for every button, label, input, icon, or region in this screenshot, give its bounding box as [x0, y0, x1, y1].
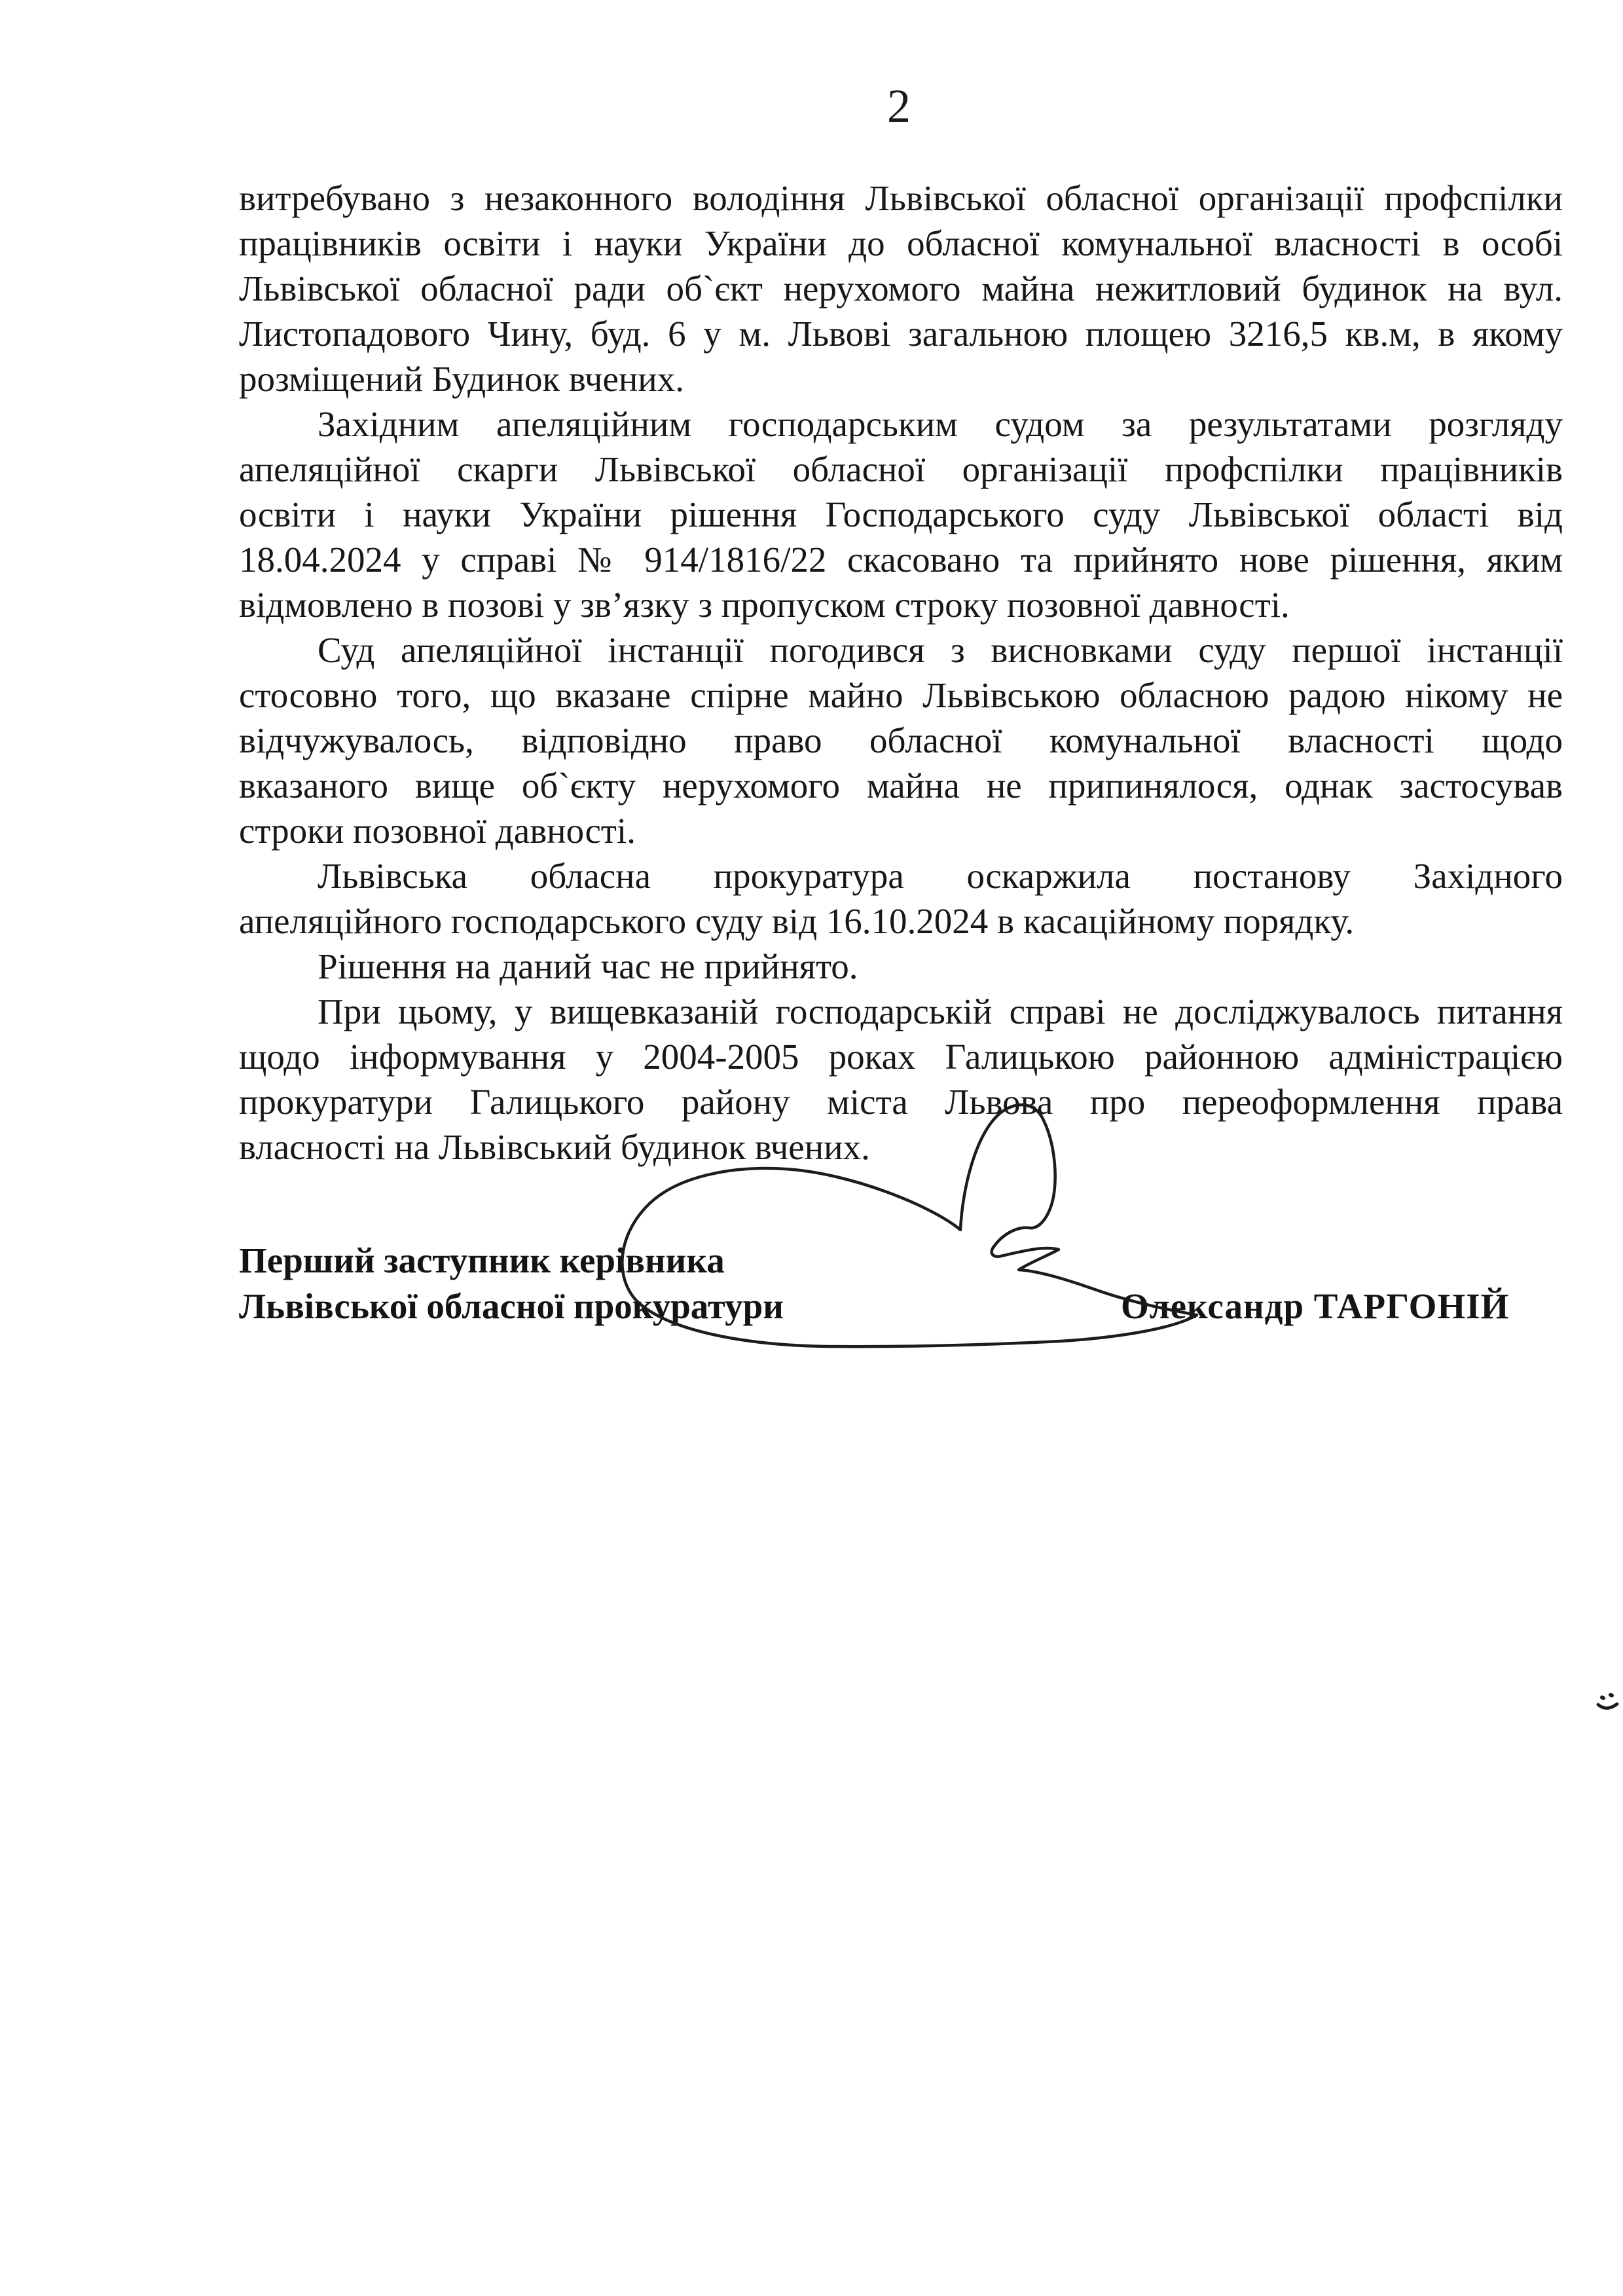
text-line: Львівської обласної ради об`єкт нерухомого майна нежитловий будинок на вул. — [239, 268, 1563, 308]
signature-role-line-1: Перший заступник керівника — [239, 1240, 725, 1280]
text-line: При цьому, у вищевказаній господарській справі не досліджувалось питання — [318, 991, 1563, 1031]
text-line: прокуратури Галицького району міста Львова про переоформлення права — [239, 1082, 1563, 1122]
text-line: освіти і науки України рішення Господарського суду Львівської області від — [239, 494, 1563, 534]
text-line: Львівська обласна прокуратура оскаржила постанову Західного — [318, 856, 1563, 896]
page-number: 2 — [887, 80, 911, 132]
body-text — [239, 176, 1563, 1170]
text-line: власності на Львівський будинок вчених. — [239, 1127, 870, 1167]
text-line: стосовно того, що вказане спірне майно Львівською обласною радою нікому не — [239, 675, 1563, 715]
signature-block — [239, 1238, 784, 1329]
text-line: Західним апеляційним господарським судом за результатами розгляду — [318, 404, 1563, 444]
paragraph — [239, 176, 1563, 401]
ink-speck — [1598, 1695, 1617, 1708]
text-line: апеляційної скарги Львівської обласної організації профспілки працівників — [239, 449, 1563, 489]
text-line: апеляційного господарського суду від 16.10.2024 в касаційному порядку. — [239, 901, 1355, 941]
text-line: 18.04.2024 у справі № 914/1816/22 скасовано та прийнято нове рішення, яким — [239, 540, 1563, 580]
text-line: відмовлено в позові у зв’язку з пропуском строку позовної давності. — [239, 585, 1290, 625]
text-line: строки позовної давності. — [239, 811, 636, 851]
paragraph — [239, 989, 1563, 1170]
text-line: Листопадового Чину, буд. 6 у м. Львові загальною площею 3216,5 кв.м, в якому — [239, 314, 1563, 354]
text-line: працівників освіти і науки України до обласної комунальної власності в особі — [239, 223, 1563, 263]
text-line: вказаного вище об`єкту нерухомого майна не припинялося, однак застосував — [239, 766, 1563, 805]
text-line: відчужувалось, відповідно право обласної комунальної власності щодо — [239, 720, 1563, 760]
text-line: Суд апеляційної інстанції погодився з висновками суду першої інстанції — [318, 630, 1563, 670]
paragraph — [239, 627, 1563, 853]
text-line: Рішення на даний час не прийнято. — [318, 946, 858, 986]
signature-role-line-2: Львівської обласної прокуратури — [239, 1286, 784, 1326]
text-line: витребувано з незаконного володіння Львівської обласної організації профспілки — [239, 178, 1563, 218]
signatory-name: Олександр ТАРГОНІЙ — [1121, 1286, 1510, 1326]
paragraph — [239, 401, 1563, 627]
paragraph — [239, 853, 1563, 944]
text-line: щодо інформування у 2004-2005 роках Галицькою районною адміністрацією — [239, 1037, 1563, 1077]
paragraph — [239, 944, 1563, 989]
text-line: розміщений Будинок вчених. — [239, 359, 684, 399]
